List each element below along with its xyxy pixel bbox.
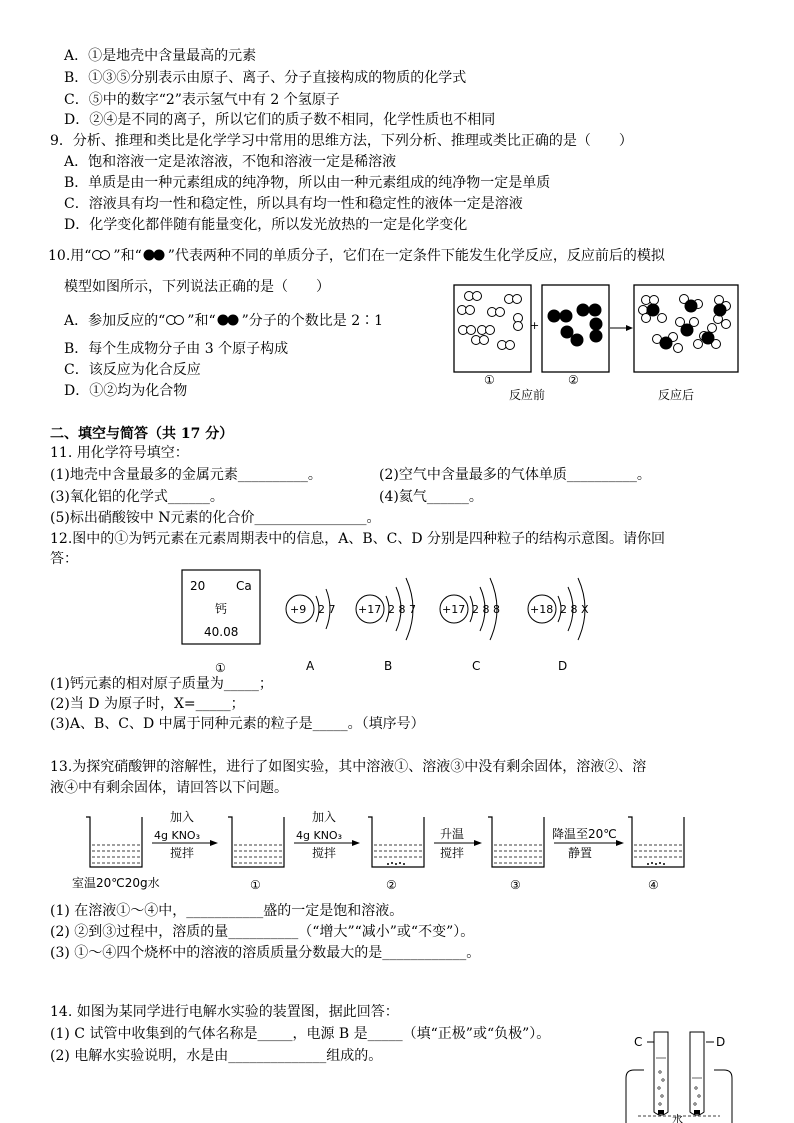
q11-item-5: (5)标出硝酸铵中 N元素的化合价________________。 (50, 510, 381, 526)
q12-sub-2: (2)当 D 为原子时，X=_____； (50, 696, 245, 712)
q11-item-1: (1)地壳中含量最多的金属元素__________。 (50, 467, 322, 483)
atom-d (528, 578, 589, 640)
q11-item-3: (3)氧化铝的化学式______。 (50, 489, 224, 505)
tube-d-label: D (716, 1035, 726, 1049)
atom-b (356, 578, 416, 640)
svg-text:+18: +18 (530, 603, 554, 616)
arrow4-bot: 静置 (568, 846, 593, 860)
q13-stem-line1: 13.为探究硝酸钾的溶解性，进行了如图实验，其中溶液①、溶液③中没有剩余固体，溶液②、溶 (50, 759, 647, 775)
label-box-1: ① (484, 373, 495, 387)
reaction-model-figure (450, 282, 750, 404)
arrow2-bot: 搅拌 (312, 846, 337, 860)
svg-text:2 8 7: 2 8 7 (388, 603, 416, 616)
atom-a (286, 589, 336, 629)
box-after (634, 285, 738, 372)
q9-option-d: D．化学变化都伴随有能量变化，所以发光放热的一定是化学变化 (64, 217, 468, 233)
q9-stem: 9．分析、推理和类比是化学学习中常用的思维方法，下列分析、推理或类比正确的是（ ） (50, 133, 633, 149)
label-a: A (306, 659, 315, 673)
beaker1-label: ① (250, 878, 261, 892)
arrow1-mid: 4g KNO₃ (154, 829, 200, 842)
white-molecule-icon (91, 249, 113, 261)
electrolysis-apparatus-figure (614, 1028, 744, 1123)
svg-text:2 8 X: 2 8 X (560, 603, 589, 616)
atomic-mass: 40.08 (204, 625, 239, 639)
svg-text:+17: +17 (358, 603, 382, 616)
q14-sub-2: (2) 电解水实验说明，水是由______________组成的。 (50, 1048, 383, 1064)
black-molecule-icon (216, 313, 242, 327)
q8-option-d: D．②④是不同的离子，所以它们的质子数不相同，化学性质也不相同 (64, 112, 496, 128)
q12-stem-line2: 答： (50, 551, 78, 567)
q11-stem: 11. 用化学符号填空： (50, 445, 189, 461)
water-label: 水 (672, 1113, 683, 1123)
svg-text:+17: +17 (442, 603, 466, 616)
q11-item-4: (4)氦气______。 (379, 489, 483, 505)
arrow4-top: 降温至20℃ (552, 827, 617, 841)
svg-text:2 8 8: 2 8 8 (472, 603, 500, 616)
beaker0-label: 室温20℃20g水 (72, 876, 160, 890)
q10-stem-line1: 10.用“ ”和“ ”代表两种不同的单质分子，它们在一定条件下能发生化学反应，反应前后的模拟 (48, 248, 665, 264)
white-molecule-icon (165, 314, 187, 326)
arrow1-top: 加入 (170, 810, 195, 824)
arrow2-top: 加入 (312, 810, 337, 824)
arrow1-bot: 搅拌 (170, 846, 195, 860)
q14-sub-1: (1) C 试管中收集到的气体名称是_____，电源 B 是_____（填“正极”或“负极”）。 (50, 1026, 551, 1042)
black-molecule-icon (142, 248, 168, 262)
q13-sub-3: (3) ①～④四个烧杯中的溶液的溶质质量分数最大的是____________。 (50, 945, 481, 961)
section-title: 二、填空与简答（共 17 分） (50, 426, 234, 442)
element-name: 钙 (215, 602, 228, 616)
q10-option-d: D．①②均为化合物 (64, 383, 188, 399)
atom-c (440, 578, 500, 640)
q10-option-c: C．该反应为化合反应 (64, 362, 201, 378)
periodic-cell-calcium (182, 570, 260, 644)
svg-text:+9: +9 (290, 603, 307, 616)
label-box-2: ② (568, 373, 579, 387)
q12-stem-line1: 12.图中的①为钙元素在元素周期表中的信息，A、B、C、D 分别是四种粒子的结构示意图。请你回 (50, 531, 666, 547)
tube-c-label: C (634, 1035, 643, 1049)
arrow3-top: 升温 (440, 827, 465, 841)
beaker3-label: ③ (510, 878, 521, 892)
arrow3-bot: 搅拌 (440, 846, 465, 860)
label-d: D (558, 659, 568, 673)
q14-stem: 14. 如图为某同学进行电解水实验的装置图，据此回答： (50, 1004, 399, 1020)
q13-stem-line2: 液④中有剩余固体，请回答以下问题。 (50, 780, 288, 796)
q9-option-a: A．饱和溶液一定是浓溶液，不饱和溶液一定是稀溶液 (64, 154, 397, 170)
q12-sub-3: (3)A、B、C、D 中属于同种元素的粒子是_____。（填序号） (50, 716, 425, 732)
q10-stem-line2: 模型如图所示，下列说法正确的是（ ） (64, 279, 330, 295)
q13-sub-1: (1) 在溶液①～④中，___________盛的一定是饱和溶液。 (50, 903, 404, 919)
q8-option-b: B．①③⑤分别表示由原子、离子、分子直接构成的物质的化学式 (64, 70, 467, 86)
q13-sub-2: (2) ②到③过程中，溶质的量__________（“增大”“减小”或“不变”）。 (50, 924, 475, 940)
svg-text:2 7: 2 7 (318, 603, 336, 616)
label-c: C (472, 659, 481, 673)
q10-option-a: A．参加反应的“ ”和“ ”分子的个数比是 2∶1 (64, 313, 384, 329)
label-b: B (384, 659, 393, 673)
label-cell: ① (215, 661, 226, 675)
q11-item-2: (2)空气中含量最多的气体单质__________。 (379, 467, 651, 483)
q12-sub-1: (1)钙元素的相对原子质量为_____； (50, 676, 273, 692)
q8-option-a: A．①是地壳中含量最高的元素 (64, 48, 257, 64)
q8-option-c: C．⑤中的数字“2”表示氢气中有 2 个氢原子 (64, 92, 340, 108)
q9-option-c: C．溶液具有均一性和稳定性，所以具有均一性和稳定性的液体一定是溶液 (64, 196, 523, 212)
beaker2-label: ② (386, 878, 397, 892)
plus-sign: + (530, 319, 540, 332)
label-after: 反应后 (658, 388, 695, 402)
arrow2-mid: 4g KNO₃ (296, 829, 342, 842)
box-before-1 (454, 285, 531, 372)
atomic-number: 20 (190, 579, 206, 593)
box-before-2 (542, 285, 609, 372)
label-before: 反应前 (509, 388, 546, 402)
element-symbol: Ca (236, 579, 252, 593)
atom-structure-figure (170, 562, 630, 678)
solubility-experiment-figure (62, 805, 702, 897)
q10-option-b: B．每个生成物分子由 3 个原子构成 (64, 341, 289, 357)
beaker4-label: ④ (648, 878, 659, 892)
q9-option-b: B．单质是由一种元素组成的纯净物，所以由一种元素组成的纯净物一定是单质 (64, 175, 551, 191)
